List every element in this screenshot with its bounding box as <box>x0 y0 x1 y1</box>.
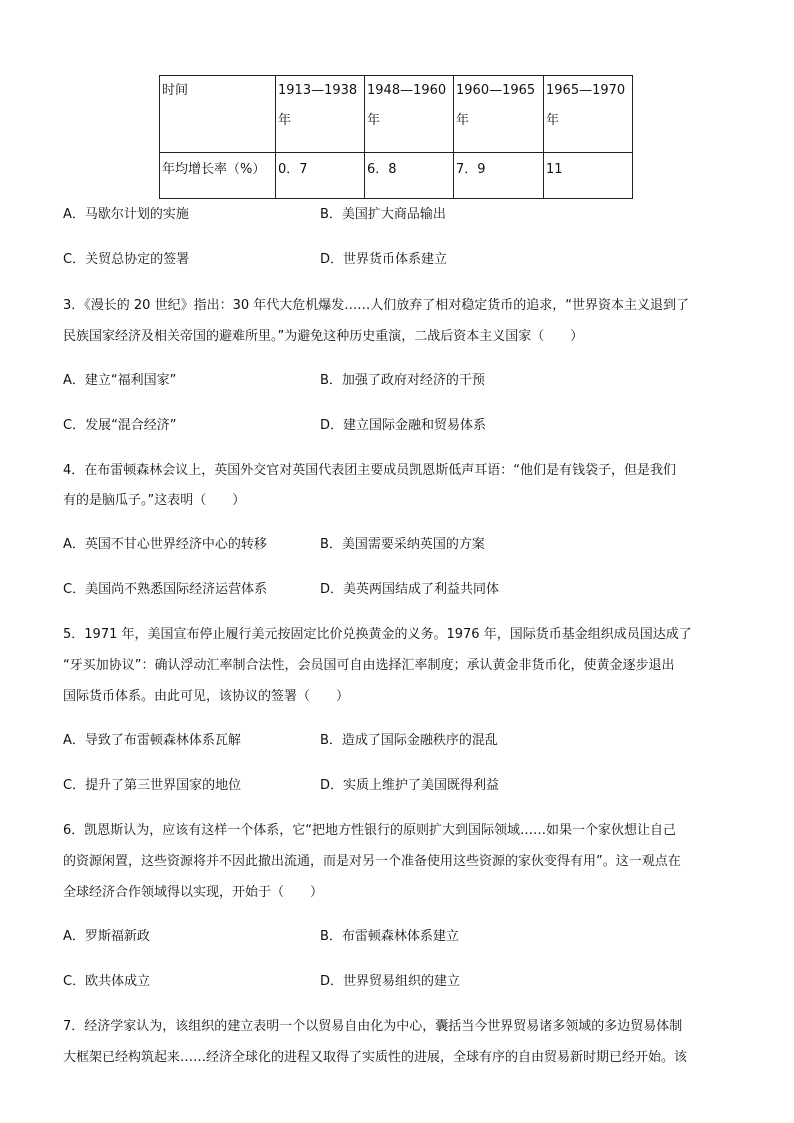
cell-text: 1913—1938 <box>278 83 358 98</box>
table-header-cell <box>365 76 454 153</box>
cell-text: 1960—1965 <box>456 83 536 98</box>
cell-text: 年 <box>278 113 292 128</box>
q3-option-d: D．建立国际金融和贸易体系 <box>320 418 487 433</box>
q3-option-a: A．建立“福利国家” <box>63 373 177 388</box>
q5-option-c: C．提升了第三世界国家的地位 <box>63 778 242 793</box>
q3-option-c: C．发展“混合经济” <box>63 418 177 433</box>
cell-text: 1965—1970 <box>546 83 626 98</box>
q4-option-c: C．美国尚不熟悉国际经济运营体系 <box>63 582 268 597</box>
table-cell: 年均增长率（%） <box>160 153 276 199</box>
table-cell: 6．8 <box>365 153 454 199</box>
q6-option-b: B．布雷顿森林体系建立 <box>320 929 459 944</box>
cell-text: 年 <box>456 113 470 128</box>
table-header-cell <box>544 76 633 153</box>
q2-option-d: D．世界货币体系建立 <box>320 252 448 267</box>
q3-stem-line2: 民族国家经济及相关帝国的避难所里。”为避免这种历史重演，二战后资本主义国家（ ） <box>63 329 584 344</box>
cell-text: 年 <box>546 113 560 128</box>
cell-text: 年 <box>367 113 381 128</box>
q5-option-a: A．导致了布雷顿森林体系瓦解 <box>63 733 241 748</box>
cell-text: 1948—1960 <box>367 83 447 98</box>
q6-stem-line3: 全球经济合作领域得以实现，开始于（ ） <box>63 885 324 900</box>
q2-option-b: B．美国扩大商品输出 <box>320 207 446 222</box>
q4-option-d: D．美英两国结成了利益共同体 <box>320 582 500 597</box>
q6-stem-line2: 的资源闲置，这些资源将并不因此撤出流通，而是对另一个准备使用这些资源的家伙变得有用”。这一观点在 <box>63 854 681 869</box>
cell-text: 时间 <box>162 83 189 98</box>
q5-stem-line3: 国际货币体系。由此可见，该协议的签署（ ） <box>63 689 350 704</box>
q6-option-c: C．欧共体成立 <box>63 974 151 989</box>
table-row <box>160 153 633 199</box>
q3-option-b: B．加强了政府对经济的干预 <box>320 373 485 388</box>
table-header-cell <box>454 76 544 153</box>
table-cell: 7．9 <box>454 153 544 199</box>
table-header-cell <box>160 76 276 153</box>
q5-stem-line2: “牙买加协议”：确认浮动汇率制合法性，会员国可自由选择汇率制度；承认黄金非货币化，使黄金逐步退出 <box>63 658 675 673</box>
table-cell: 0．7 <box>276 153 365 199</box>
table-header-row <box>160 76 633 153</box>
q5-option-d: D．实质上维护了美国既得利益 <box>320 778 500 793</box>
q6-option-d: D．世界贸易组织的建立 <box>320 974 461 989</box>
q6-option-a: A．罗斯福新政 <box>63 929 150 944</box>
q4-stem-line2: 有的是脑瓜子。”这表明（ ） <box>63 493 246 508</box>
q6-stem-line1: 6．凯恩斯认为，应该有这样一个体系，它“把地方性银行的原则扩大到国际领域……如果一个家伙想让自己 <box>63 823 677 838</box>
q2-option-a: A．马歇尔计划的实施 <box>63 207 189 222</box>
table-header-cell <box>276 76 365 153</box>
q5-stem-line1: 5．1971 年，美国宣布停止履行美元按固定比价兑换黄金的义务。1976 年，国际货币基金组织成员国达成了 <box>63 627 692 642</box>
q7-stem-line1: 7．经济学家认为，该组织的建立表明一个以贸易自由化为中心，囊括当今世界贸易诸多领域的多边贸易体制 <box>63 1019 683 1034</box>
q2-option-c: C．关贸总协定的签署 <box>63 252 190 267</box>
q7-stem-line2: 大框架已经构筑起来……经济全球化的进程又取得了实质性的进展，全球有序的自由贸易新时期已经开始。该 <box>63 1050 688 1065</box>
q5-option-b: B．造成了国际金融秩序的混乱 <box>320 733 498 748</box>
q4-option-b: B．美国需要采纳英国的方案 <box>320 537 485 552</box>
q4-stem-line1: 4．在布雷顿森林会议上，英国外交官对英国代表团主要成员凯恩斯低声耳语：“他们是有钱袋子，但是我们 <box>63 463 677 478</box>
growth-rate-table <box>159 75 633 199</box>
q4-option-a: A．英国不甘心世界经济中心的转移 <box>63 537 267 552</box>
q3-stem-line1: 3．《漫长的 20 世纪》指出：30 年代大危机爆发……人们放弃了相对稳定货币的追求，“世界资本主义退到了 <box>63 298 689 313</box>
table-cell: 11 <box>544 153 633 199</box>
